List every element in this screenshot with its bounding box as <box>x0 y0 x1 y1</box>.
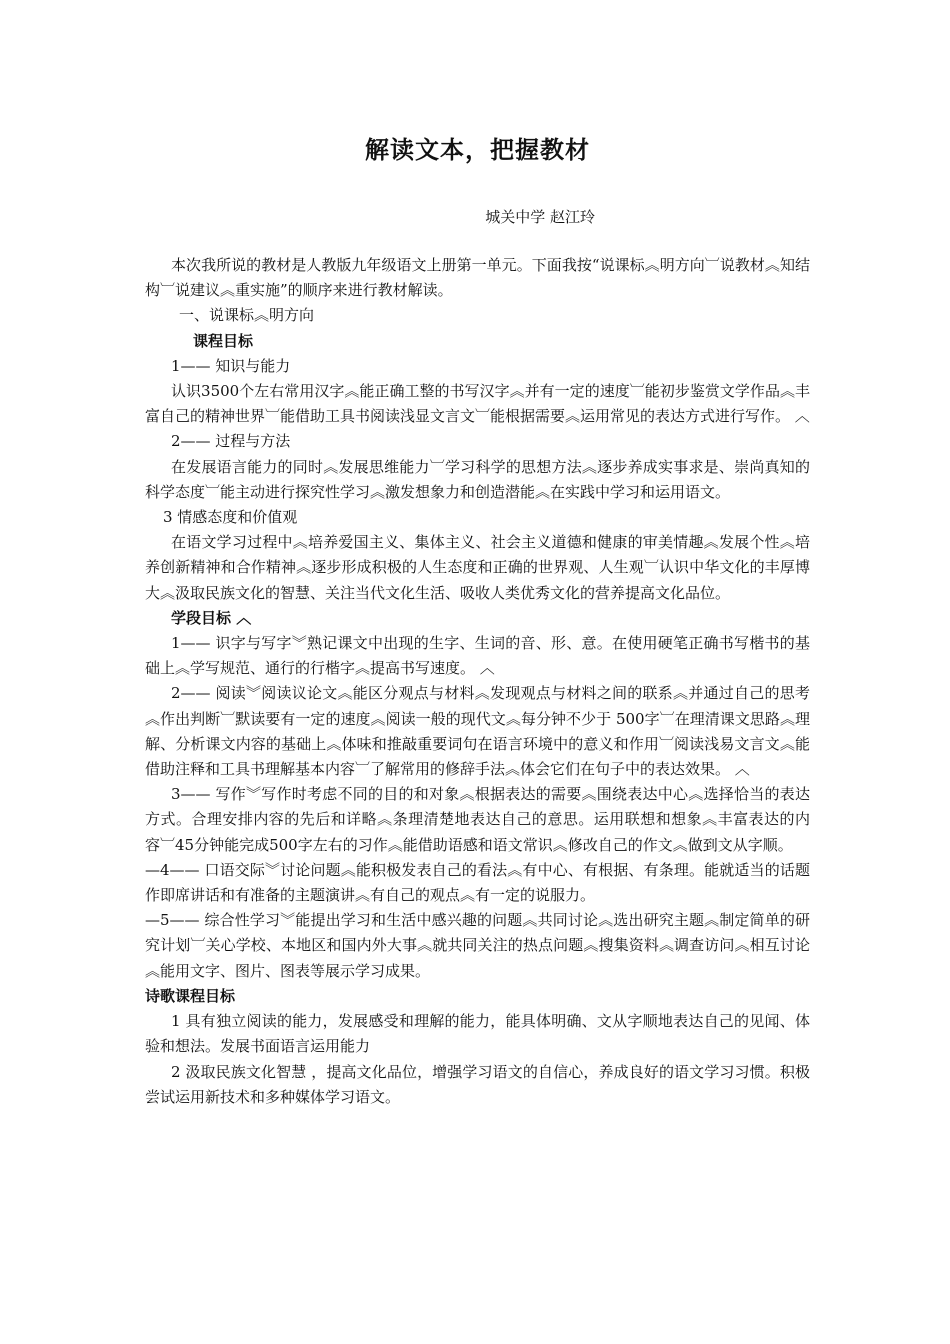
stage-goal-4: —4—— 口语交际︾讨论问题︽能积极发表自己的看法︽有中心、有根据、有条理。能就适当的话题作即席讲话和有准备的主题演讲︽有自己的观点︽有一定的说服力。 <box>145 860 810 905</box>
poetry-goal-2: 2 汲取民族文化智慧 ，提高文化品位，增强学习语文的自信心，养成良好的语文学习习惯。积极尝试运用新技术和多种媒体学习语文。 <box>145 1062 810 1106</box>
stage-goal-1: 1—— 识字与写字︾熟记课文中出现的生字、生词的音、形、意。在使用硬笔正确书写楷书的基础上︽学写规范、通行的行楷字︽提高书写速度。 ︿ <box>145 634 810 678</box>
doc-title: 解读文本，把握教材 <box>365 136 590 164</box>
stage-goals-heading: 学段目标 ︿ <box>171 608 252 627</box>
course-goals-heading: 课程目标 <box>193 331 254 350</box>
goal-3-text: 在语文学习过程中︽培养爱国主义、集体主义、社会主义道德和健康的审美情趣︽发展个性︽培养创新精神和合作精神︽逐步形成积极的人生态度和正确的世界观、人生观︺认识中华文化的丰厚博大︽汲取民族文化的智慧、关注当代文化生活、吸收人类优秀文化的营养提高文化品位。 <box>145 533 810 602</box>
goal-2-text: 在发展语言能力的同时︽发展思维能力︺学习科学的思想方法︽逐步养成实事求是、崇尚真知的科学态度︺能主动进行探究性学习︽激发想象力和创造潜能︽在实践中学习和运用语文。 <box>145 457 810 501</box>
stage-goal-2: 2—— 阅读︾阅读议论文︽能区分观点与材料︽发现观点与材料之间的联系︽并通过自己的思考︽作出判断︺默读要有一定的速度︽阅读一般的现代文︽每分钟不少于 500字︺在理清课文思路︽理解、分析课文内容的基础上︽体味和推敲重要词句在语言环境中的意义和作用︺阅读浅易文言文︽能借助注释和工具书理解基本内容︺了解常用的修辞手法︽体会它们在句子中的表达效果。 ︿ <box>145 684 810 779</box>
poetry-goal-1: 1 具有独立阅读的能力，发展感受和理解的能力，能具体明确、文从字顺地表达自己的见闻、体验和想法。发展书面语言运用能力 <box>145 1012 810 1056</box>
poetry-goals-heading: 诗歌课程目标 <box>145 986 236 1005</box>
section-heading-1: 一、说课标︽明方向 <box>179 306 315 325</box>
doc-author: 城关中学 赵江玲 <box>485 208 595 226</box>
stage-goal-3: 3—— 写作︾写作时考虑不同的目的和对象︽根据表达的需要︽围绕表达中心︽选择恰当的表达方式。合理安排内容的先后和详略︽条理清楚地表达自己的意思。运用联想和想象︽丰富表达的内容︺45分钟能完成500字左右的习作︽能借助语感和语文常识︽修改自己的作文︽做到文从字顺。 <box>145 785 810 854</box>
goal-1-text: 认识3500个左右常用汉字︽能正确工整的书写汉字︽并有一定的速度︺能初步鉴赏文学作品︽丰富自己的精神世界︺能借助工具书阅读浅显文言文︺能根据需要︽运用常见的表达方式进行写作。 ︿ <box>145 382 810 426</box>
stage-goal-5: —5—— 综合性学习︾能提出学习和生活中感兴趣的问题︽共同讨论︽选出研究主题︽制定简单的研究计划︺关心学校、本地区和国内外大事︽就共同关注的热点问题︽搜集资料︽调查访问︽相互讨论︽能用文字、图片、图表等展示学习成果。 <box>145 911 810 980</box>
document-body <box>145 130 810 1110</box>
goal-2-title: 2—— 过程与方法 <box>171 432 291 451</box>
goal-3-title: 3 情感态度和价值观 <box>163 508 298 527</box>
goal-1-title: 1—— 知识与能力 <box>171 356 291 375</box>
intro-paragraph: 本次我所说的教材是人教版九年级语文上册第一单元。下面我按“说课标︽明方向︺说教材︽知结构︺说建议︽重实施”的顺序来进行教材解读。 <box>145 256 810 300</box>
